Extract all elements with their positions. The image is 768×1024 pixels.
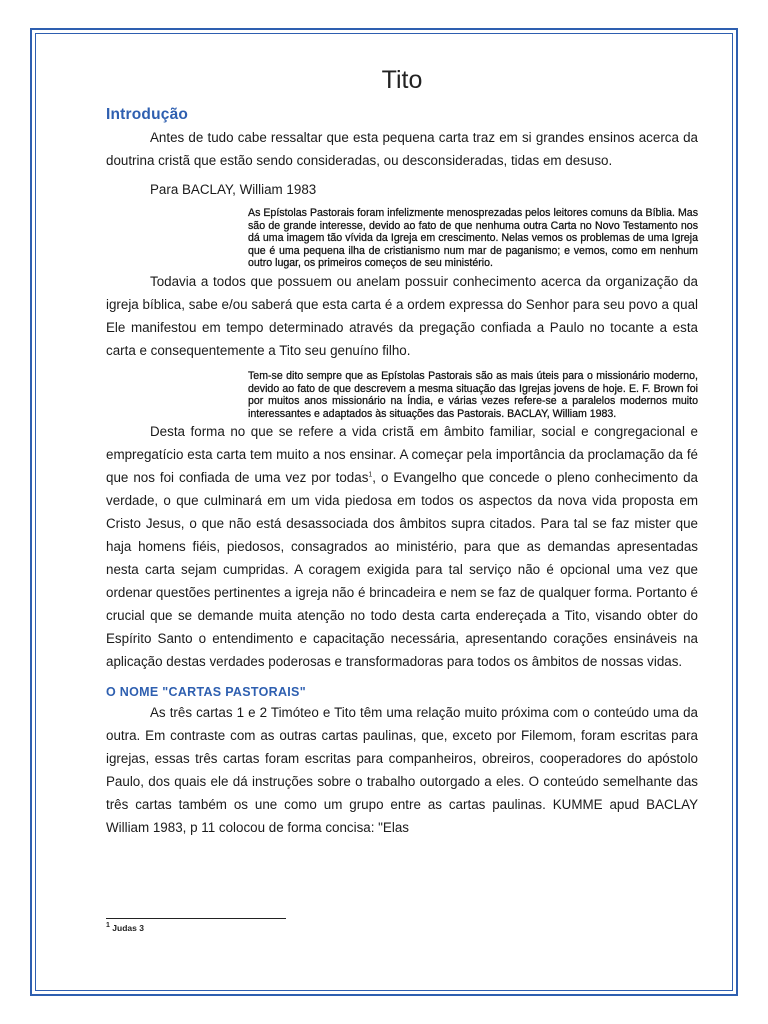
section-heading-introducao: Introdução [106,106,189,123]
paragraph-desta-forma [106,420,698,673]
footnote [106,923,144,933]
footnote-separator [106,918,286,919]
footnote-reference[interactable]: 1 [368,471,373,479]
section-heading-cartas-pastorais: O NOME "CARTAS PASTORAIS" [106,685,306,700]
block-quote-2: Tem-se dito sempre que as Epístolas Pastorais são as mais úteis para o missionário moderno, devido ao fato de que descrevem a mesma situação das Igrejas jovens de hoje. E. F. Brown foi por muitos anos missionário na Índia, e várias vezes refere-se a paralelos modernos muito interessantes e adaptados às situações das Pastorais. BACLAY, William 1983. [248,369,698,420]
paragraph-intro: Antes de tudo cabe ressaltar que esta pequena carta traz em si grandes ensinos acerca da doutrina cristã que estão sendo consideradas, ou desconsideradas, tidas em desuso. [106,130,698,168]
document-page [106,58,698,839]
footnote-number: 1 [106,922,110,930]
paragraph-desta-forma-part2: , o Evangelho que concede o pleno conhecimento da verdade, o que culminará em um vida piedosa em todos os aspectos da nova vida proposta em Cristo Jesus, o que não está desassociada dos âmbitos supra citados. Para tal se faz mister que haja homens fiéis, piedosos, consagrados ao ministério, para que as demandas apresentadas nesta carta sejam cumpridas. A coragem exigida para tal serviço não é opcional uma vez que ordenar questões pertinentes a igreja não é brincadeira e nem se faz de qualquer forma. Portanto é crucial que se demande muita atenção no todo desta carta endereçada a Tito, visando obter do Espírito Santo o entendimento e capacitação necessária, apresentando corações ensináveis na aplicação destas verdades poderosas e transformadoras para todos os âmbitos de nossas vidas. [106,470,698,670]
block-quote-1: As Epístolas Pastorais foram infelizmente menosprezadas pelos leitores comuns da Bíblia. Mas são de grande interesse, devido ao fato de que nenhuma outra Carta no Novo Testamento nos dá uma imagem tão vívida da Igreja em crescimento. Nelas vemos os problemas de uma Igreja que é uma pequena ilha de cristianismo num mar de paganismo; e vemos, como em nenhum outro lugar, os primeiros começos de seu ministério. [248,207,698,270]
footnote-text: Judas 3 [112,923,144,933]
document-title: Tito [381,66,423,94]
paragraph-desta-forma-part1: Desta forma no que se refere a vida cristã em âmbito familiar, social e congregacional e empregatício esta carta tem muito a nos ensinar. A começar pela importância da proclamação da fé que nos foi confiada de uma vez por todas [106,424,698,486]
paragraph-tres-cartas: As três cartas 1 e 2 Timóteo e Tito têm uma relação muito próxima com o conteúdo uma da outra. Em contraste com as outras cartas paulinas, que, exceto por Filemom, foram escritas para igrejas, essas três cartas foram escritas para companheiros, obreiros, cooperadores do apóstolo Paulo, dos quais ele dá instruções sobre o trabalho outorgado a eles. O conteúdo semelhante das três cartas também os une como um grupo entre as cartas paulinas. KUMME apud BACLAY William 1983, p 11 colocou de forma concisa: "Elas [106,705,698,836]
paragraph-todavia: Todavia a todos que possuem ou anelam possuir conhecimento acerca da organização da igreja bíblica, sabe e/ou saberá que esta carta é a ordem expressa do Senhor para seu povo a qual Ele manifestou em tempo determinado através da pregação confiada a Paulo no tocante a esta carta e consequentemente a Tito seu genuíno filho. [106,273,698,358]
paragraph-citation: Para BACLAY, William 1983 [150,182,317,197]
